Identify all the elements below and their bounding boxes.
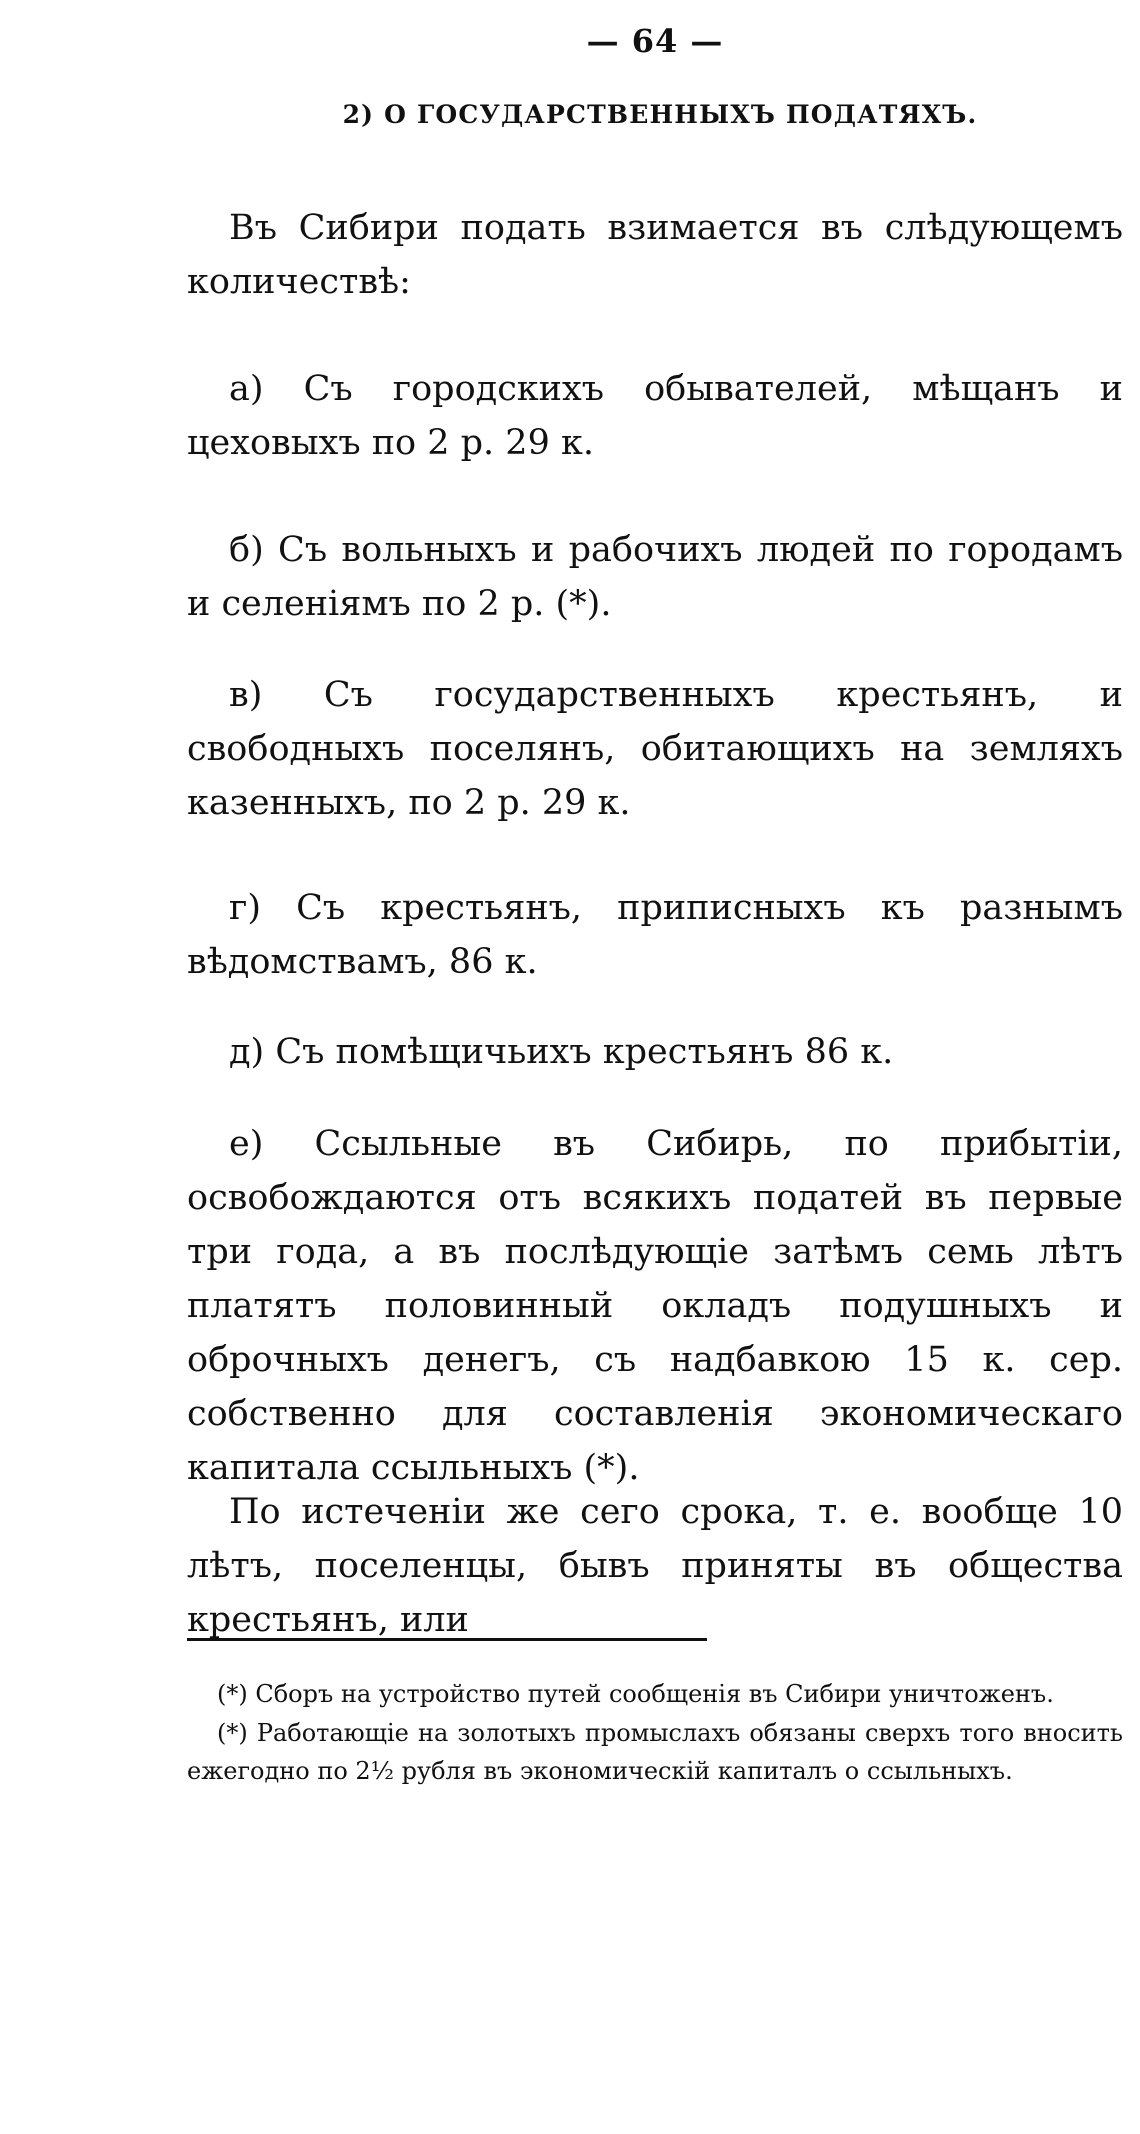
section-heading: 2) О ГОСУДАРСТВЕННЫХЪ ПОДАТЯХЪ. — [342, 100, 978, 129]
tax-item-e: е) Ссыльные въ Сибирь, по прибытіи, освобождаются отъ всякихъ податей въ первые три года, а въ послѣдующіе затѣмъ семь лѣтъ платятъ половинный окладъ подушныхъ и оброчныхъ денегъ, съ надбавкою 15 к. сер. собственно для составленія экономическаго капитала ссыльныхъ (*). — [187, 1124, 1123, 1488]
footnote-2: (*) Работающіе на золотыхъ промыслахъ обязаны сверхъ того вносить ежегодно по 2½ рубля въ экономическій капиталъ о ссыльныхъ. — [187, 1719, 1123, 1785]
tax-item-b: б) Съ вольныхъ и рабочихъ людей по городамъ и селеніямъ по 2 р. (*). — [187, 530, 1123, 624]
footnote-divider — [187, 1638, 707, 1641]
footnote-1: (*) Сборъ на устройство путей сообщенія въ Сибири уничтоженъ. — [217, 1680, 1054, 1708]
closing-paragraph: По истеченіи же сего срока, т. е. вообще 10 лѣтъ, поселенцы, бывъ приняты въ общества крестьянъ, или — [187, 1492, 1123, 1640]
tax-item-g: г) Съ крестьянъ, приписныхъ къ разнымъ вѣдомствамъ, 86 к. — [187, 888, 1123, 982]
tax-item-a: а) Съ городскихъ обывателей, мѣщанъ и цеховыхъ по 2 р. 29 к. — [187, 369, 1123, 463]
tax-item-d: д) Съ помѣщичьихъ крестьянъ 86 к. — [229, 1032, 894, 1072]
tax-item-v: в) Съ государственныхъ крестьянъ, и свободныхъ поселянъ, обитающихъ на земляхъ казенныхъ, по 2 р. 29 к. — [187, 675, 1123, 823]
page-number: — 64 — — [586, 22, 724, 60]
intro-paragraph: Въ Сибири подать взимается въ слѣдующемъ количествѣ: — [187, 208, 1123, 302]
